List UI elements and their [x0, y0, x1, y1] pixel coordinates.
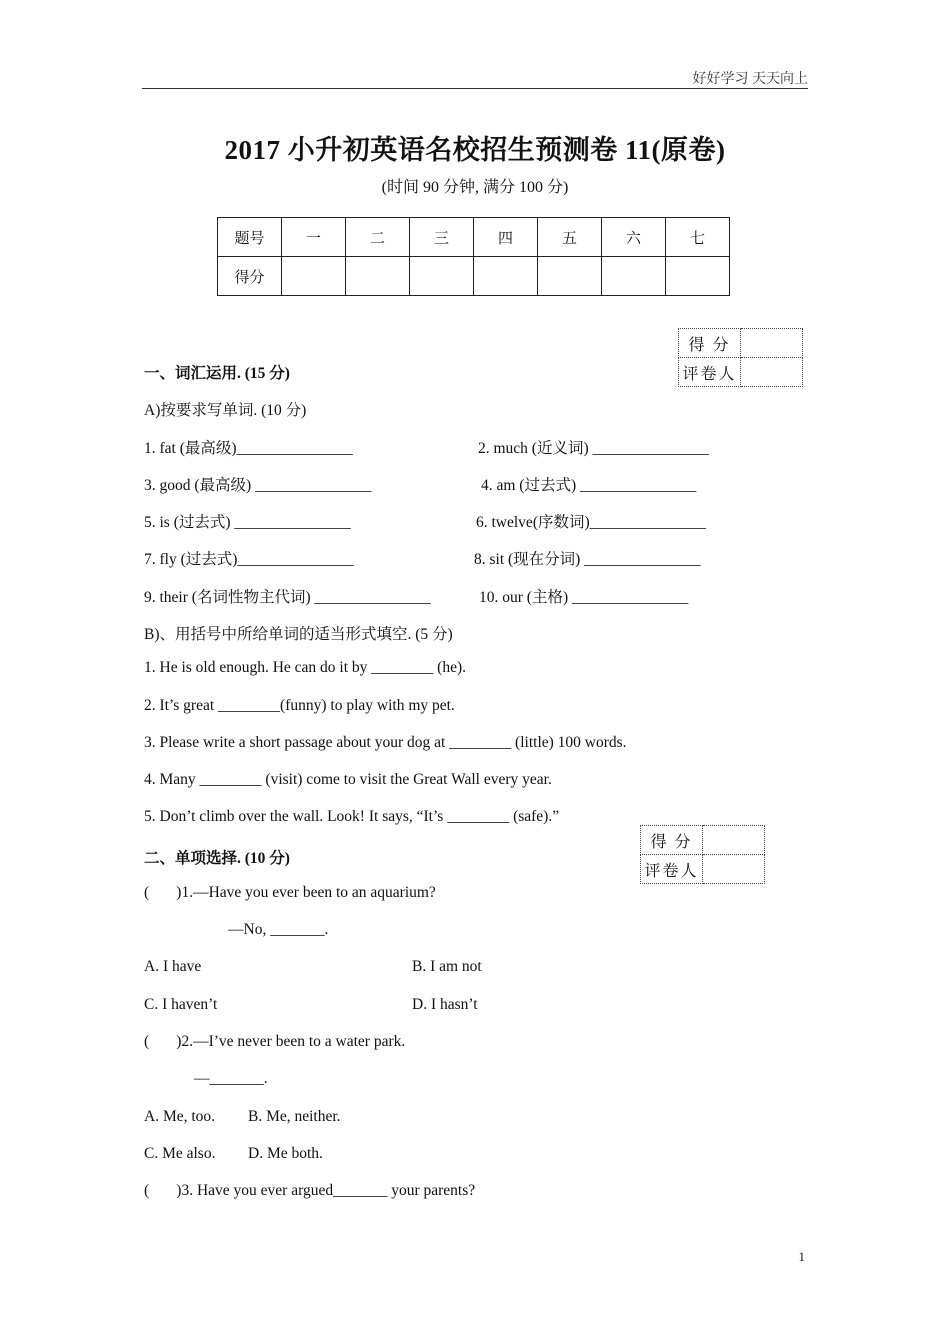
score-table-score-row	[218, 257, 730, 296]
score-cell: 四	[474, 218, 538, 257]
grader-reviewer-label: 评卷人	[641, 855, 703, 884]
page-title: 2017 小升初英语名校招生预测卷 11(原卷)	[224, 135, 726, 165]
vocab-item: 6. twelve(序数词)_______________	[476, 514, 706, 531]
option-c: C. Me also.	[144, 1145, 216, 1162]
fill-item: 2. It’s great ________(funny) to play with my pet.	[144, 697, 455, 714]
grader-score-label: 得 分	[679, 329, 741, 358]
grader-reviewer-label: 评卷人	[679, 358, 741, 387]
grader-box-2	[640, 825, 765, 884]
grader-score-value	[741, 329, 803, 358]
vocab-item: 2. much (近义词) _______________	[478, 440, 709, 457]
fill-item: 1. He is old enough. He can do it by ________ (he).	[144, 659, 466, 676]
score-cell	[282, 257, 346, 296]
option-d: D. I hasn’t	[412, 996, 478, 1013]
option-c: C. I haven’t	[144, 996, 218, 1013]
vocab-item: 4. am (过去式) _______________	[481, 477, 697, 494]
question-reply: —_______.	[194, 1070, 268, 1087]
score-cell: 三	[410, 218, 474, 257]
partB-heading: B)、用括号中所给单词的适当形式填空. (5 分)	[144, 626, 453, 643]
question-stem: ( )2.—I’ve never been to a water park.	[144, 1033, 406, 1050]
fill-item: 3. Please write a short passage about your dog at ________ (little) 100 words.	[144, 734, 627, 751]
vocab-item: 5. is (过去式) _______________	[144, 514, 351, 531]
option-d: D. Me both.	[248, 1145, 323, 1162]
page-number: 1	[798, 1249, 805, 1264]
vocab-item: 3. good (最高级) _______________	[144, 477, 372, 494]
header-motto: 好好学习 天天向上	[692, 72, 808, 87]
option-b: B. Me, neither.	[248, 1108, 341, 1125]
grader-score-value	[703, 826, 765, 855]
score-cell: 题号	[218, 218, 282, 257]
option-b: B. I am not	[412, 958, 482, 975]
score-cell	[666, 257, 730, 296]
score-cell: 二	[346, 218, 410, 257]
score-cell: 五	[538, 218, 602, 257]
vocab-item: 8. sit (现在分词) _______________	[474, 551, 701, 568]
grader-reviewer-value	[741, 358, 803, 387]
score-cell	[410, 257, 474, 296]
partA-heading: A)按要求写单词. (10 分)	[144, 402, 307, 419]
score-cell	[474, 257, 538, 296]
section1-heading: 一、词汇运用. (15 分)	[144, 365, 290, 382]
score-cell	[602, 257, 666, 296]
vocab-item: 10. our (主格) _______________	[479, 589, 689, 606]
exam-time-info: (时间 90 分钟, 满分 100 分)	[381, 179, 569, 196]
header-divider	[142, 88, 808, 89]
score-cell: 得分	[218, 257, 282, 296]
vocab-item: 9. their (名词性物主代词) _______________	[144, 589, 431, 606]
vocab-item: 1. fat (最高级)_______________	[144, 440, 353, 457]
score-cell: 一	[282, 218, 346, 257]
score-table	[217, 217, 730, 296]
score-cell: 七	[666, 218, 730, 257]
fill-item: 4. Many ________ (visit) come to visit the Great Wall every year.	[144, 771, 552, 788]
vocab-item: 7. fly (过去式)_______________	[144, 551, 354, 568]
section2-heading: 二、单项选择. (10 分)	[144, 850, 290, 867]
grader-reviewer-value	[703, 855, 765, 884]
option-a: A. I have	[144, 958, 202, 975]
grader-score-label: 得 分	[641, 826, 703, 855]
fill-item: 5. Don’t climb over the wall. Look! It says, “It’s ________ (safe).”	[144, 808, 560, 825]
score-table-header-row	[218, 218, 730, 257]
score-cell	[346, 257, 410, 296]
score-cell: 六	[602, 218, 666, 257]
question-stem: ( )1.—Have you ever been to an aquarium?	[144, 884, 436, 901]
question-stem: ( )3. Have you ever argued_______ your parents?	[144, 1182, 476, 1199]
option-a: A. Me, too.	[144, 1108, 216, 1125]
question-reply: —No, _______.	[228, 921, 329, 938]
score-cell	[538, 257, 602, 296]
grader-box-1	[678, 328, 803, 387]
